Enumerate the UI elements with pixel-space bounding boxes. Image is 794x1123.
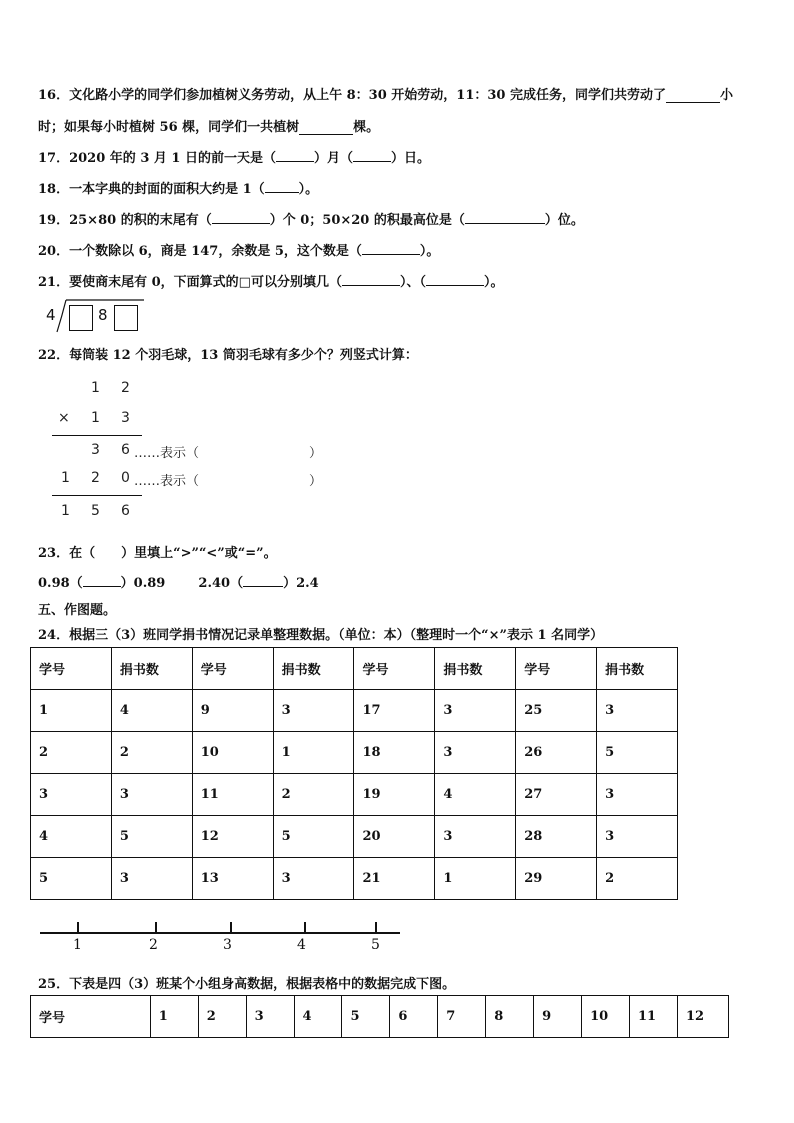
table-cell: 7 [438,996,486,1038]
table-cell: 17 [354,690,435,732]
dividend-digit: 8 [98,306,108,324]
table-cell: 11 [630,996,678,1038]
answer-blank[interactable] [299,134,353,135]
table-cell: 10 [192,732,273,774]
table-cell: 27 [516,774,597,816]
answer-blank[interactable] [353,151,391,162]
table-cell: 4 [31,816,112,858]
answer-blank[interactable] [212,213,270,224]
answer-blank[interactable] [465,213,545,224]
table-cell: 6 [390,996,438,1038]
divider-line [52,435,142,436]
division-figure [44,296,154,336]
divider-line [52,495,142,496]
section-title: 五、作图题。 [38,603,117,618]
axis-line [40,932,400,934]
table-cell: 5 [31,858,112,900]
digit-box-2[interactable] [114,305,138,331]
table-cell: 捐书数 [273,648,354,690]
question-16-line1: 16．文化路小学的同学们参加植树义务劳动，从上午 8：30 开始劳动，11：30 完成任务，同学们共劳动了 小 [38,88,734,103]
table-cell: 12 [192,816,273,858]
table-cell: 20 [354,816,435,858]
table-cell: 3 [435,732,516,774]
table-cell: 捐书数 [435,648,516,690]
question-23: 23．在（ ）里填上“>”“<”或“=”。 [38,546,277,561]
question-17: 17．2020 年的 3 月 1 日的前一天是（ ）月（ ）日。 [38,151,431,166]
table-cell: 2 [31,732,112,774]
table-cell: 1 [150,996,198,1038]
table-cell: 12 [677,996,728,1038]
partial-product-note-1: ……表示（ ） [134,446,323,461]
table-cell: 3 [435,690,516,732]
axis-tick [304,922,306,933]
answer-blank[interactable] [243,576,283,587]
table-cell: 3 [597,816,678,858]
table-cell: 9 [192,690,273,732]
question-23-comparisons: 0.98（ ）0.89 2.40（ ）2.4 [38,576,319,591]
height-table [30,995,729,1038]
table-cell: 18 [354,732,435,774]
answer-blank[interactable] [265,182,299,193]
table-cell: 4 [111,690,192,732]
table-cell: 21 [354,858,435,900]
table-cell: 28 [516,816,597,858]
question-18: 18．一本字典的封面的面积大约是 1（ ）。 [38,182,319,197]
answer-blank[interactable] [276,151,314,162]
table-cell: 2 [111,732,192,774]
table-cell: 1 [31,690,112,732]
table-cell: 4 [435,774,516,816]
digit-box-1[interactable] [69,305,93,331]
table-cell: 5 [111,816,192,858]
table-cell: 3 [435,816,516,858]
table-cell: 3 [246,996,294,1038]
partial-product-note-2: ……表示（ ） [134,474,323,489]
table-cell: 2 [597,858,678,900]
axis-tick [375,922,377,933]
table-cell: 3 [111,774,192,816]
table-cell: 8 [486,996,534,1038]
question-19: 19．25×80 的积的末尾有（ ）个 0；50×20 的积最高位是（ ）位。 [38,213,584,228]
table-cell: 捐书数 [597,648,678,690]
table-cell: 25 [516,690,597,732]
answer-blank[interactable] [362,244,420,255]
table-cell: 学号 [354,648,435,690]
table-cell: 2 [198,996,246,1038]
question-16-line2: 时；如果每小时植树 56 棵，同学们一共植树 棵。 [38,120,380,135]
table-cell: 3 [31,774,112,816]
table-header-row [31,996,729,1038]
question-22: 22．每筒装 12 个羽毛球，13 筒羽毛球有多少个？列竖式计算： [38,348,418,363]
table-cell: 19 [354,774,435,816]
question-21: 21．要使商末尾有 0，下面算式的□可以分别填几（ ）、（ ）。 [38,275,504,290]
table-cell: 捐书数 [111,648,192,690]
answer-blank[interactable] [83,576,121,587]
table-cell: 4 [294,996,342,1038]
donation-table [30,647,678,900]
table-header-row [31,648,678,690]
axis-tick-label: 4 [297,937,306,953]
answer-blank[interactable] [666,102,720,103]
axis-tick-label: 3 [223,937,232,953]
divisor: 4 [46,306,56,324]
axis-tick-label: 1 [73,937,82,953]
table-cell: 3 [597,774,678,816]
table-cell: 26 [516,732,597,774]
axis-tick [77,922,79,933]
table-row [31,774,678,816]
axis-tick-label: 5 [371,937,380,953]
table-cell: 3 [111,858,192,900]
table-cell: 11 [192,774,273,816]
table-cell: 3 [597,690,678,732]
table-cell: 3 [273,858,354,900]
table-cell: 5 [342,996,390,1038]
table-cell: 9 [534,996,582,1038]
table-cell: 2 [273,774,354,816]
table-cell: 3 [273,690,354,732]
table-row [31,732,678,774]
table-cell: 学号 [516,648,597,690]
table-cell: 5 [597,732,678,774]
question-20: 20．一个数除以 6，商是 147，余数是 5，这个数是（ ）。 [38,244,440,259]
table-row [31,690,678,732]
table-cell: 1 [273,732,354,774]
multiply-sign: × [58,410,70,426]
table-cell: 学号 [192,648,273,690]
table-row [31,858,678,900]
question-25: 25．下表是四（3）班某个小组身高数据，根据表格中的数据完成下图。 [38,977,456,992]
table-cell: 学号 [31,648,112,690]
table-cell: 1 [435,858,516,900]
table-cell: 5 [273,816,354,858]
table-cell: 10 [582,996,630,1038]
table-cell: 13 [192,858,273,900]
answer-blank[interactable] [426,275,484,286]
axis-tick [230,922,232,933]
axis-tick-label: 2 [149,937,158,953]
axis-tick [155,922,157,933]
table-cell: 29 [516,858,597,900]
table-cell: 学号 [31,996,151,1038]
answer-blank[interactable] [342,275,400,286]
table-row [31,816,678,858]
question-24: 24．根据三（3）班同学捐书情况记录单整理数据。（单位：本）（整理时一个“×”表示 1 名同学） [38,628,604,643]
